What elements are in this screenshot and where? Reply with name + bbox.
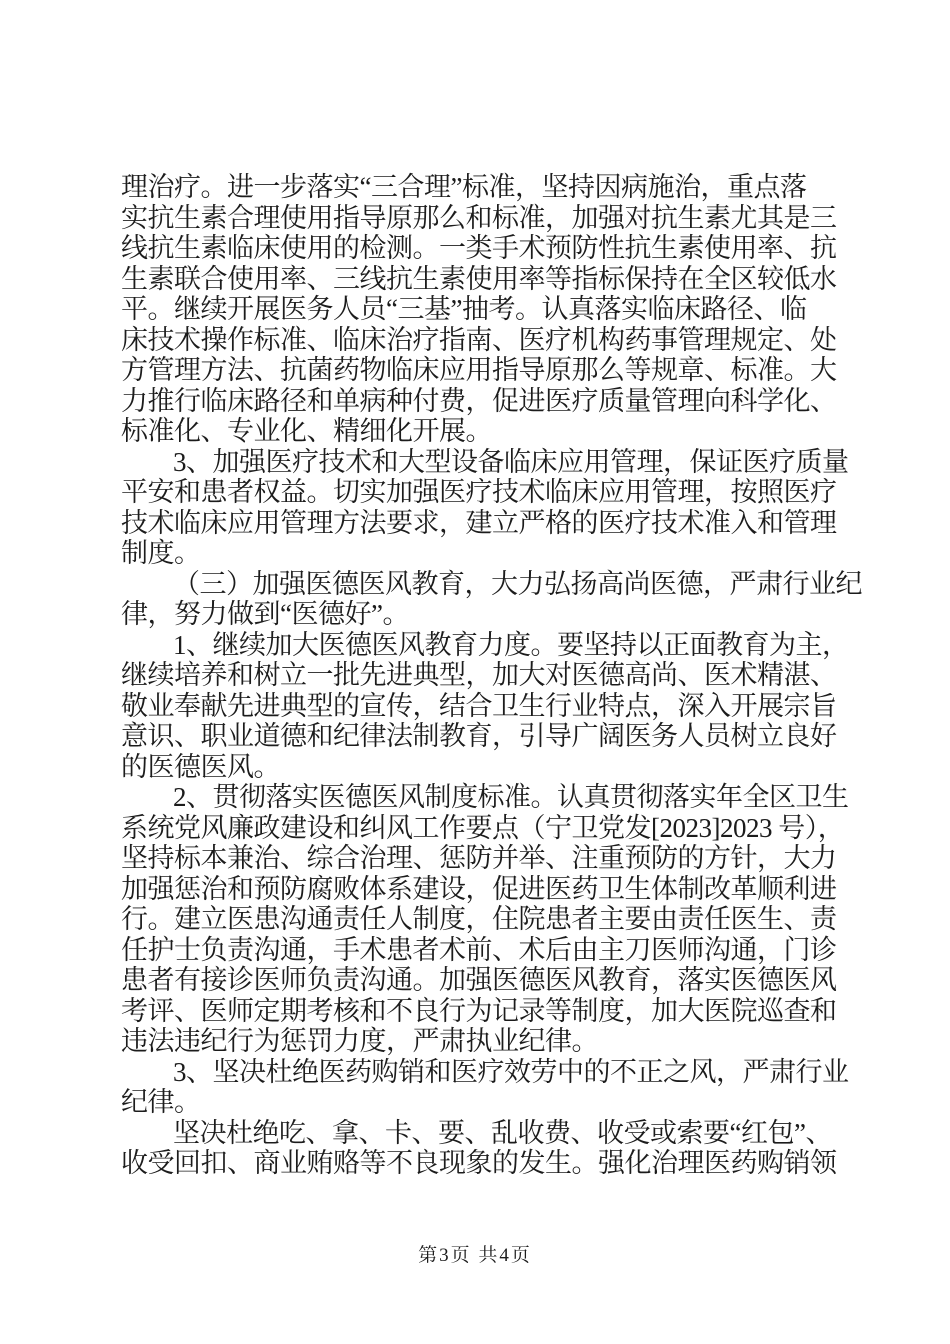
text-line: 制度。 [121, 538, 201, 568]
text-line: 床技术操作标准、临床治疗指南、医疗机构药事管理规定、处 [121, 324, 837, 355]
text-line: 收受回扣、商业贿赂等不良现象的发生。强化治理医药购销领 [121, 1148, 837, 1178]
document-body-text [121, 172, 862, 1179]
text-line: 平。继续开展医务人员“三基”抽考。认真落实临床路径、临 [121, 294, 807, 324]
text-line: 生素联合使用率、三线抗生素使用率等指标保持在全区较低水 [121, 263, 837, 294]
text-line: 加强惩治和预防腐败体系建设，促进医药卫生体制改革顺利进 [121, 873, 837, 904]
text-line: 考评、医师定期考核和不良行为记录等制度，加大医院巡查和 [121, 995, 837, 1026]
text-line: 律，努力做到“医德好”。 [121, 599, 409, 629]
paragraph-start-line: 2、贯彻落实医德医风制度标准。认真贯彻落实年全区卫生 [173, 782, 849, 812]
paragraph-start-line: 1、继续加大医德医风教育力度。要坚持以正面教育为主， [173, 629, 849, 660]
text-line: 的医德医风。 [121, 751, 280, 782]
text-line: 患者有接诊医师负责沟通。加强医德医风教育，落实医德医风 [121, 965, 837, 995]
text-line: 继续培养和树立一批先进典型，加大对医德高尚、医术精湛、 [121, 660, 837, 690]
text-line: 纪律。 [121, 1087, 201, 1117]
text-line: 方管理方法、抗菌药物临床应用指导原那么等规章、标准。大 [121, 355, 837, 385]
paragraph-start-line: 坚决杜绝吃、拿、卡、要、乱收费、收受或索要“红包”、 [173, 1117, 832, 1148]
text-line: 平安和患者权益。切实加强医疗技术临床应用管理，按照医疗 [121, 477, 837, 507]
paragraph-start-line: （三）加强医德医风教育，大力弘扬高尚医德，严肃行业纪 [173, 568, 862, 599]
text-line: 违法违纪行为惩罚力度，严肃执业纪律。 [121, 1026, 598, 1056]
text-line: 行。建立医患沟通责任人制度，住院患者主要由责任医生、责 [121, 904, 837, 934]
paragraph-start-line: 3、加强医疗技术和大型设备临床应用管理，保证医疗质量 [173, 446, 849, 477]
text-line: 实抗生素合理使用指导原那么和标准，加强对抗生素尤其是三 [121, 202, 837, 233]
text-line: 系统党风廉政建设和纠风工作要点（宁卫党发[2023]2023 号）， [121, 812, 845, 843]
text-line: 标准化、专业化、精细化开展。 [121, 416, 492, 446]
text-line: 理治疗。进一步落实“三合理”标准，坚持因病施治，重点落 [121, 172, 807, 202]
page-number-footer: 第3页 共4页 [418, 1245, 532, 1266]
text-line: 意识、职业道德和纪律法制教育，引导广阔医务人员树立良好 [121, 721, 837, 751]
text-line: 敬业奉献先进典型的宣传，结合卫生行业特点，深入开展宗旨 [121, 690, 837, 721]
text-line: 任护士负责沟通，手术患者术前、术后由主刀医师沟通，门诊 [121, 934, 837, 965]
text-line: 技术临床应用管理方法要求，建立严格的医疗技术准入和管理 [121, 507, 837, 538]
paragraph-start-line: 3、坚决杜绝医药购销和医疗效劳中的不正之风，严肃行业 [173, 1056, 849, 1087]
text-line: 线抗生素临床使用的检测。一类手术预防性抗生素使用率、抗 [121, 233, 837, 263]
text-line: 力推行临床路径和单病种付费，促进医疗质量管理向科学化、 [121, 385, 837, 416]
text-line: 坚持标本兼治、综合治理、惩防并举、注重预防的方针，大力 [121, 843, 837, 873]
